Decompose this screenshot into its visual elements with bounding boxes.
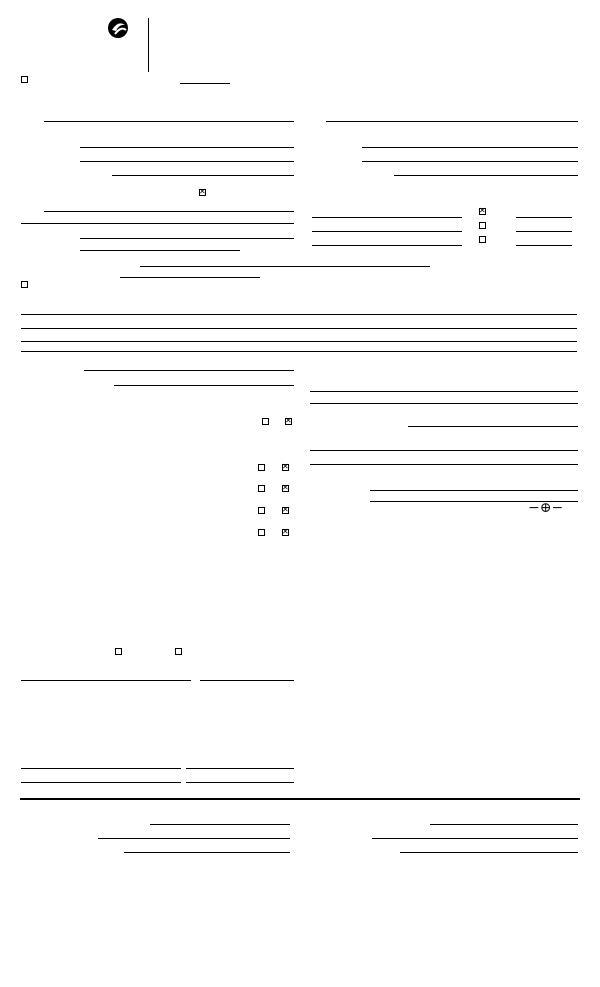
timber-yes-checkbox[interactable] — [258, 464, 265, 471]
exemption-no-checkbox[interactable] — [285, 418, 292, 425]
partial-sale-checkbox[interactable] — [21, 76, 28, 83]
historic-no-checkbox[interactable] — [282, 529, 289, 536]
same-as-buyer-checkbox[interactable] — [199, 189, 206, 196]
current-use-yes-checkbox[interactable] — [258, 507, 265, 514]
historic-yes-checkbox[interactable] — [258, 529, 265, 536]
timber-no-checkbox[interactable] — [282, 464, 289, 471]
does-not-checkbox[interactable] — [175, 648, 182, 655]
dor-swoosh-icon — [107, 17, 129, 39]
segregated-checkbox[interactable] — [21, 281, 28, 288]
personal-property-checkbox-1[interactable] — [479, 208, 486, 215]
gross-price-dash: −⊕− — [528, 500, 564, 516]
exemption-yes-checkbox[interactable] — [262, 418, 269, 425]
personal-property-checkbox-3[interactable] — [479, 236, 486, 243]
forest-no-checkbox[interactable] — [282, 485, 289, 492]
forest-yes-checkbox[interactable] — [258, 485, 265, 492]
does-checkbox[interactable] — [115, 648, 122, 655]
current-use-no-checkbox[interactable] — [282, 507, 289, 514]
personal-property-checkbox-2[interactable] — [479, 222, 486, 229]
